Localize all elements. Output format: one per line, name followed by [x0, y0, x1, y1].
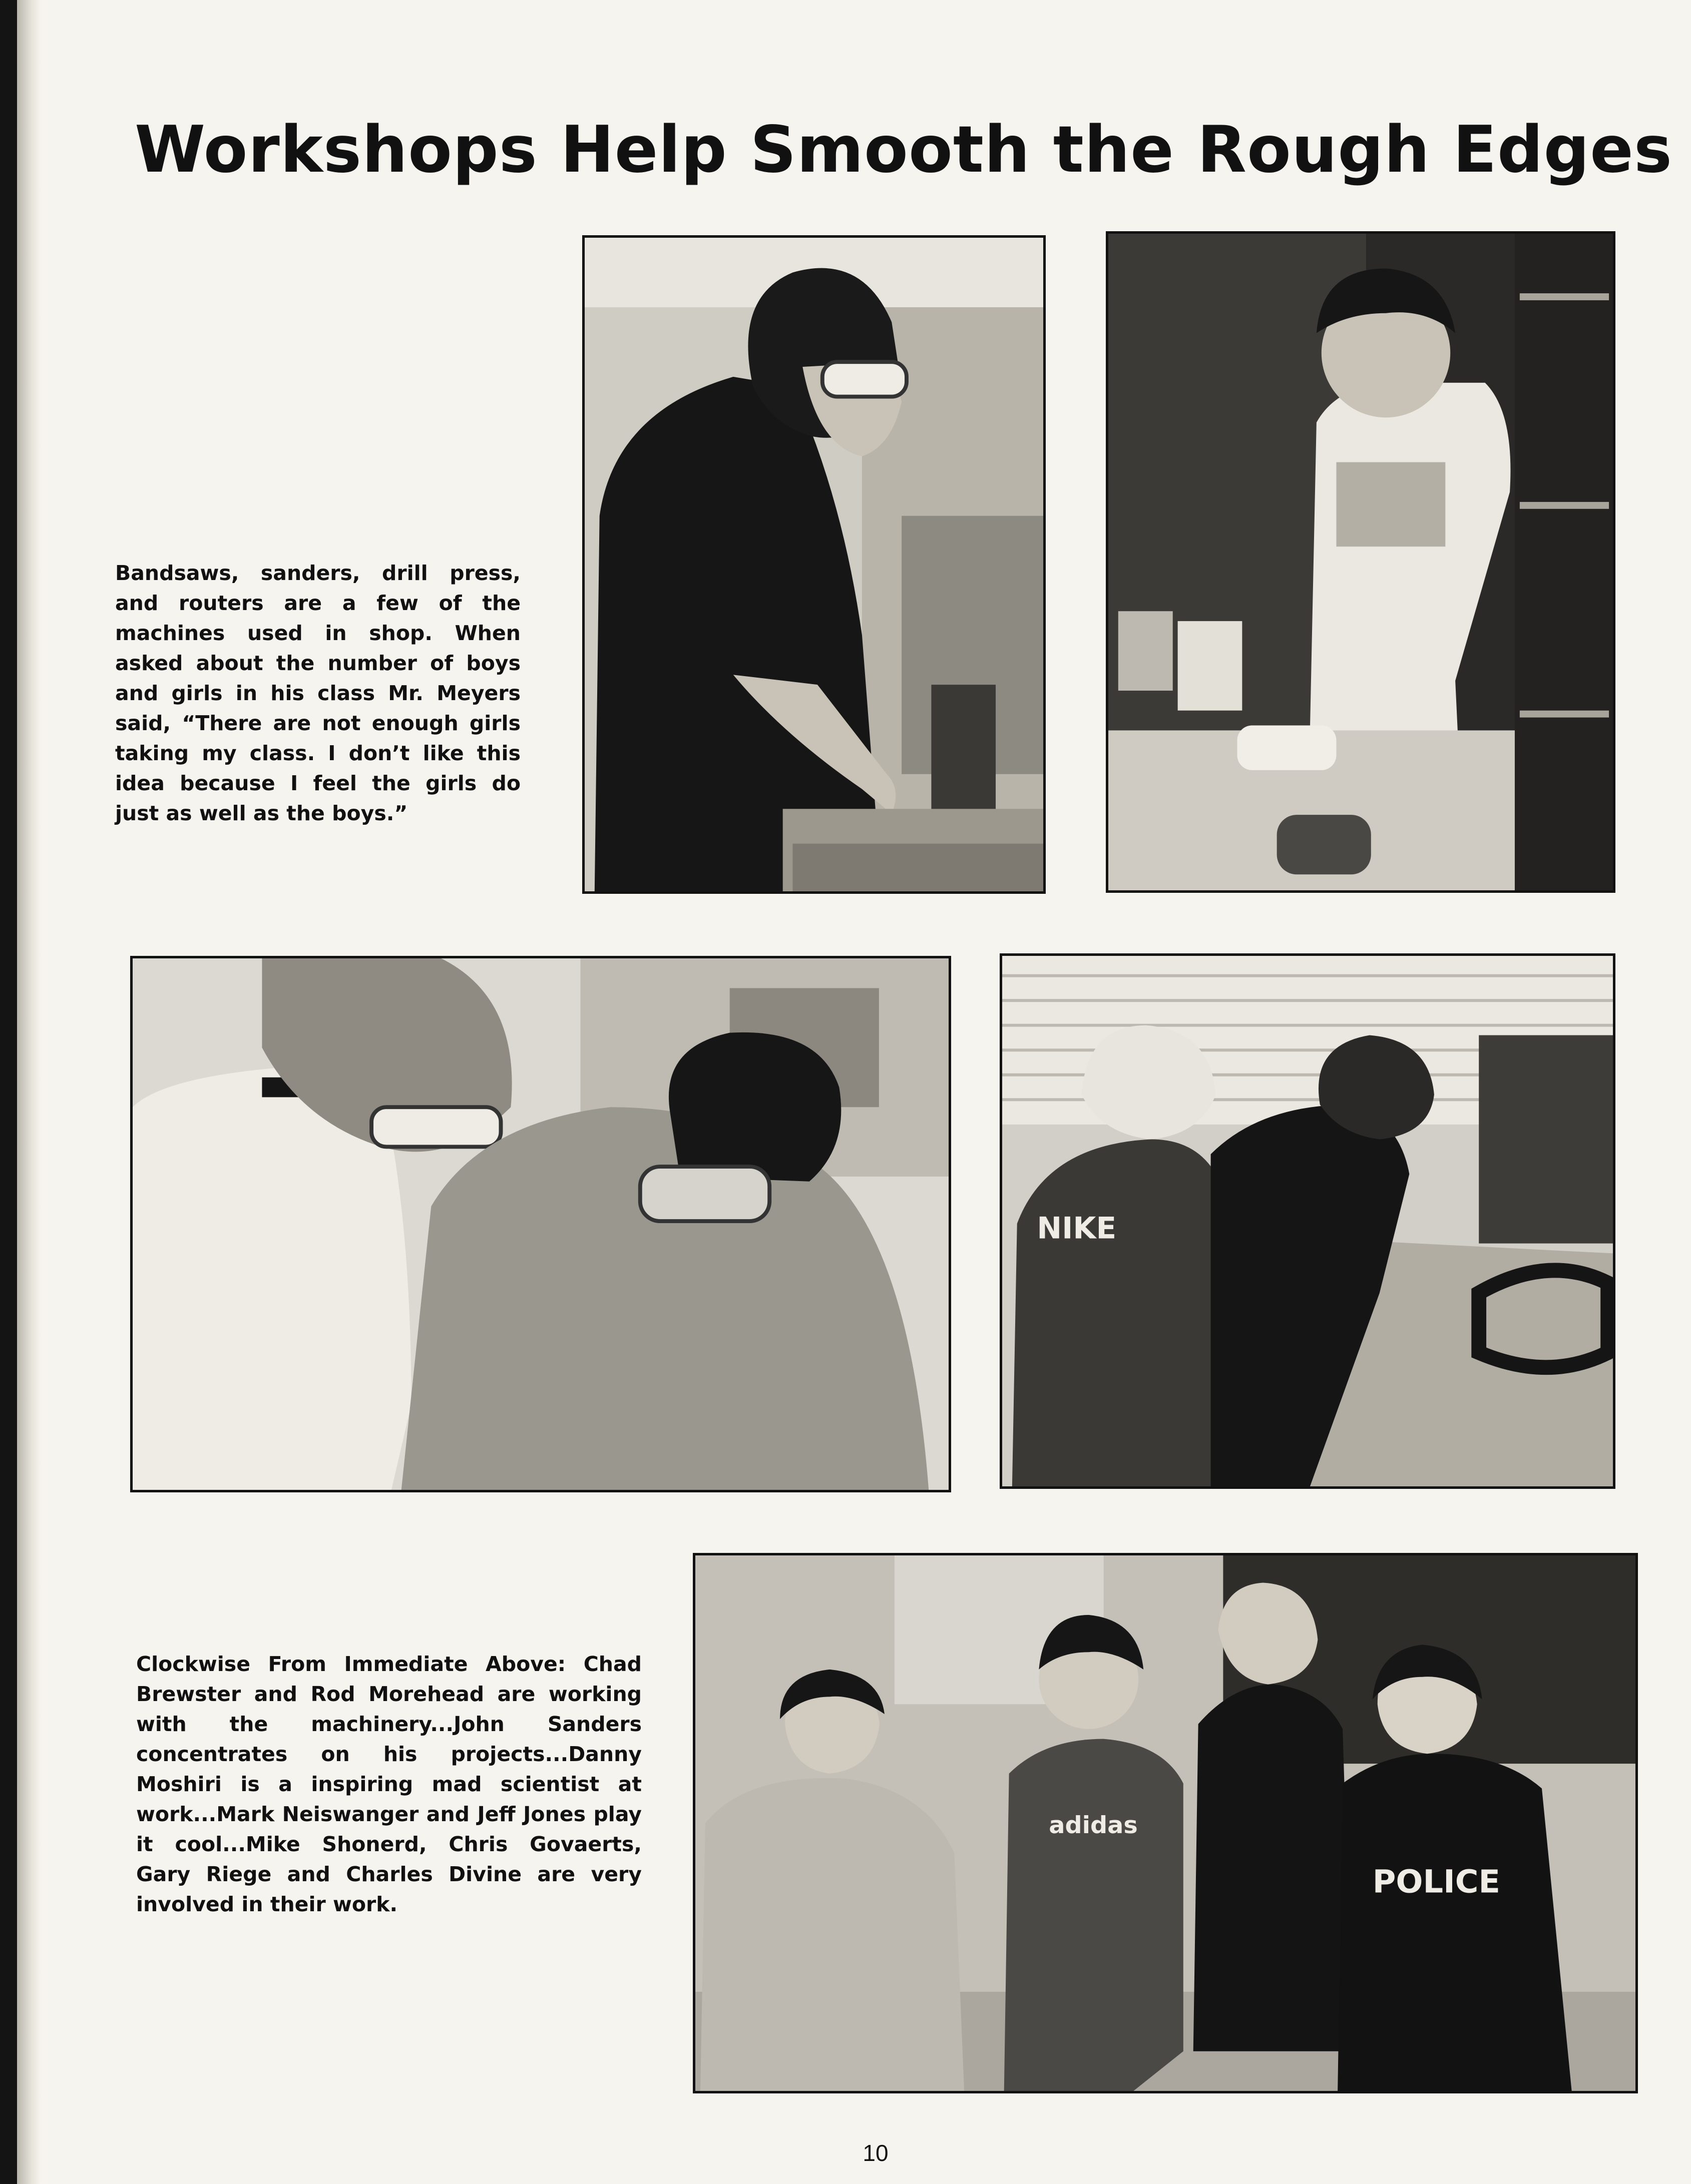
nike-shirt-text: NIKE [1037, 1211, 1117, 1246]
police-shirt-text: POLICE [1372, 1863, 1500, 1900]
photo-two-students-goggles [130, 956, 951, 1492]
photo-students-at-table [1000, 953, 1615, 1489]
page-title: Workshops Help Smooth the Rough Edges [135, 113, 1673, 187]
shop-machines-caption: Bandsaws, sanders, drill press, and routers are a few of the machines used in shop. When asked about the number of boys and girls in his class Mr. Meyers said, “There are not enough girls taking my class. I don’t like this idea because I feel the girls do just as well as the boys.” [115, 561, 521, 825]
photo-credits-caption: Clockwise From Immediate Above: Chad Brewster and Rod Morehead are working with the machinery...John Sanders concentrates on his projects...Danny Moshiri is a inspiring mad scientist at work...Mark Neiswanger and Jeff Jones play it cool...Mike Shonerd, Chris Govaerts, Gary Riege and Charles Divine are very involved in their work. [136, 1652, 642, 1916]
adidas-shirt-text: adidas [1049, 1811, 1138, 1839]
photo-group-of-students [693, 1553, 1638, 2093]
photo-student-with-goggles [582, 235, 1046, 894]
page-number: 10 [863, 2140, 889, 2166]
page-spine-shadow [17, 0, 41, 2184]
photo-student-at-bench [1106, 231, 1615, 893]
yearbook-page [17, 0, 1691, 2184]
